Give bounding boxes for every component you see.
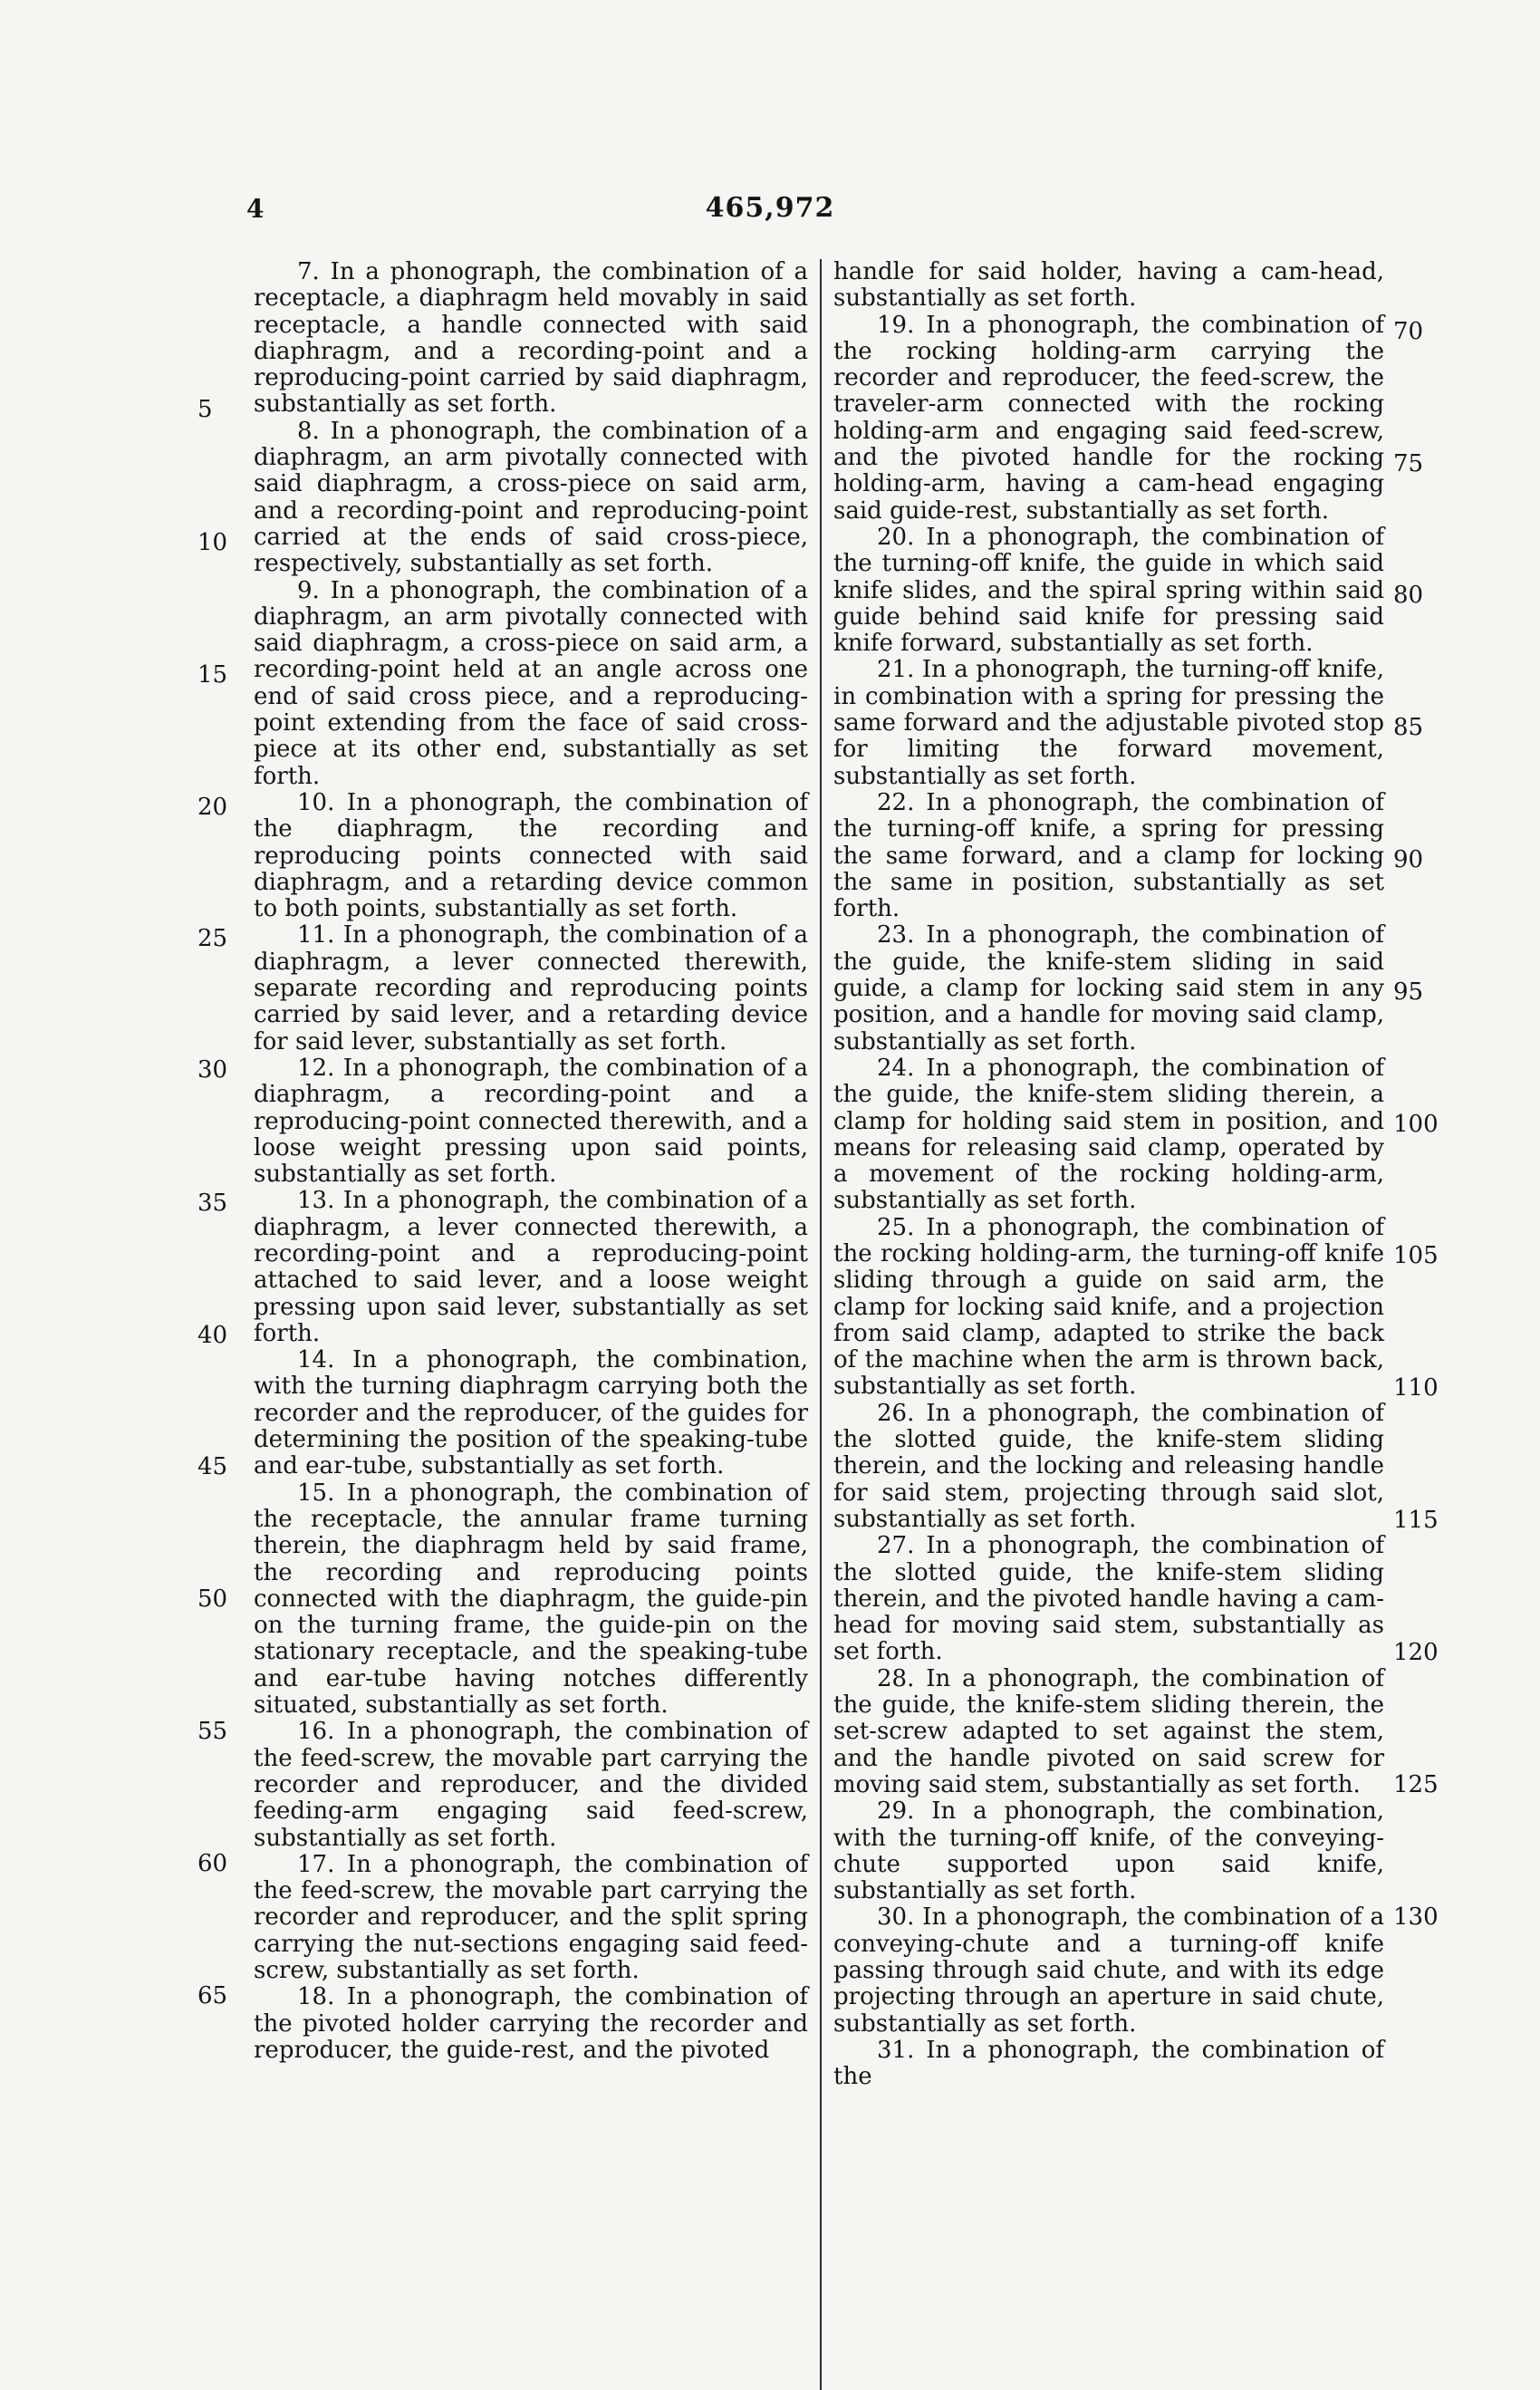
claim-paragraph: 7. In a phonograph, the combination of a receptacle, a diaphragm held movably in said receptacle, a handle connected with said diaphragm, and a recording-point and a reproducing-point carried by said diaphragm, substantially as set forth. [254, 258, 808, 419]
line-number: 30 [197, 1056, 228, 1084]
claim-continuation: handle for said holder, having a cam-head, substantially as set forth. [833, 258, 1384, 313]
claim-paragraph: 13. In a phonograph, the combination of a diaphragm, a lever connected therewith, a recording-point and a reproducing-point attached to said lever, and a loose weight pressing upon said lever, substantially as set forth. [254, 1187, 808, 1347]
line-number: 125 [1393, 1771, 1439, 1798]
claim-paragraph: 10. In a phonograph, the combination of the diaphragm, the recording and reproducing points connected with said diaphragm, and a retarding device common to both points, substantially as set forth. [254, 788, 808, 923]
claim-paragraph: 18. In a phonograph, the combination of the pivoted holder carrying the recorder and reproducer, the guide-rest, and the pivoted [254, 1983, 808, 2064]
line-number: 55 [197, 1718, 228, 1745]
line-number: 15 [197, 661, 228, 689]
line-number: 65 [197, 1982, 228, 2009]
claim-paragraph: 19. In a phonograph, the combination of the rocking holding-arm carrying the recorder and reproducer, the feed-screw, the traveler-arm connected with the rocking holding-arm and engaging said feed-screw, and the pivoted handle for the rocking holding-arm, having a cam-head engaging said guide-rest, substantially as set forth. [833, 311, 1384, 525]
line-number: 60 [197, 1850, 228, 1877]
line-number: 50 [197, 1585, 228, 1613]
right-column [833, 259, 1384, 2090]
claim-paragraph: 16. In a phonograph, the combination of the feed-screw, the movable part carrying the recorder and reproducer, and the divided feeding-arm engaging said feed-screw, substantially as set forth. [254, 1718, 808, 1852]
claim-paragraph: 22. In a phonograph, the combination of the turning-off knife, a spring for pressing the same forward, and a clamp for locking the same in position, substantially as set forth. [833, 788, 1384, 923]
claim-paragraph: 21. In a phonograph, the turning-off knife, in combination with a spring for pressing the same forward and the adjustable pivoted stop for limiting the forward movement, substantially as set forth. [833, 656, 1384, 790]
claim-paragraph: 15. In a phonograph, the combination of the receptacle, the annular frame turning therein, the diaphragm held by said frame, the recording and reproducing points connected with the diaphragm, the guide-pin on the turning frame, the guide-pin on the stationary receptacle, and the speaking-tube and ear-tube having notches differently situated, substantially as set forth. [254, 1479, 808, 1720]
claim-paragraph: 23. In a phonograph, the combination of the guide, the knife-stem sliding in said guide, a clamp for locking said stem in any position, and a handle for moving said clamp, substantially as set forth. [833, 921, 1384, 1055]
line-number: 120 [1393, 1639, 1439, 1666]
claim-paragraph: 12. In a phonograph, the combination of a diaphragm, a recording-point and a reproducing-point connected therewith, and a loose weight pressing upon said points, substantially as set forth. [254, 1054, 808, 1189]
line-number: 10 [197, 529, 228, 556]
claim-paragraph: 11. In a phonograph, the combination of a diaphragm, a lever connected therewith, separate recording and reproducing points carried by said lever, and a retarding device for said lever, substantially as set forth. [254, 921, 808, 1055]
line-number: 45 [197, 1453, 228, 1480]
claim-paragraph: 17. In a phonograph, the combination of the feed-screw, the movable part carrying the recorder and reproducer, and the split spring carrying the nut-sections engaging said feed-screw, substantially as set forth. [254, 1850, 808, 1984]
claim-paragraph: 25. In a phonograph, the combination of the rocking holding-arm, the turning-off knife sliding through a guide on said arm, the clamp for locking said knife, and a projection from said clamp, adapted to strike the back of the machine when the arm is thrown back, substantially as set forth. [833, 1213, 1384, 1401]
line-number: 85 [1393, 714, 1424, 741]
claim-paragraph: 27. In a phonograph, the combination of the slotted guide, the knife-stem sliding therein, and the pivoted handle having a cam-head for moving said stem, substantially as set forth. [833, 1532, 1384, 1666]
claim-paragraph: 29. In a phonograph, the combination, with the turning-off knife, of the conveying-chute supported upon said knife, substantially as set forth. [833, 1797, 1384, 1905]
line-number: 80 [1393, 582, 1424, 609]
line-number: 5 [197, 396, 213, 423]
page-number: 4 [246, 194, 265, 224]
line-number: 20 [197, 794, 228, 821]
line-number: 70 [1393, 318, 1424, 345]
claim-paragraph: 9. In a phonograph, the combination of a diaphragm, an arm pivotally connected with said diaphragm, a cross-piece on said arm, a recording-point held at an angle across one end of said cross piece, and a reproducing-point extending from the face of said cross-piece at its other end, substantially as set forth. [254, 576, 808, 790]
line-number: 25 [197, 925, 228, 952]
line-number: 100 [1393, 1111, 1439, 1138]
claim-paragraph: 26. In a phonograph, the combination of the slotted guide, the knife-stem sliding therein, and the locking and releasing handle for said stem, projecting through said slot, substantially as set forth. [833, 1399, 1384, 1533]
line-number: 115 [1393, 1507, 1439, 1534]
line-number: 130 [1393, 1903, 1439, 1931]
claim-paragraph: 30. In a phonograph, the combination of a conveying-chute and a turning-off knife passing through said chute, and with its edge projecting through an aperture in said chute, substantially as set forth. [833, 1903, 1384, 2038]
line-number: 95 [1393, 978, 1424, 1006]
claim-paragraph: 14. In a phonograph, the combination, with the turning diaphragm carrying both the recorder and the reproducer, of the guides for determining the position of the speaking-tube and ear-tube, substantially as set forth. [254, 1346, 808, 1480]
claim-paragraph: 24. In a phonograph, the combination of the guide, the knife-stem sliding therein, a clamp for holding said stem in position, and means for releasing said clamp, operated by a movement of the rocking holding-arm, substantially as set forth. [833, 1054, 1384, 1215]
column-divider [820, 259, 822, 2390]
line-number: 110 [1393, 1374, 1439, 1402]
claim-paragraph: 31. In a phonograph, the combination of the [833, 2036, 1384, 2091]
claim-paragraph: 28. In a phonograph, the combination of the guide, the knife-stem sliding therein, the set-screw adapted to set against the stem, and the handle pivoted on said screw for moving said stem, substantially as set forth. [833, 1664, 1384, 1798]
claim-paragraph: 20. In a phonograph, the combination of the turning-off knife, the guide in which said knife slides, and the spiral spring within said guide behind said knife for pressing said knife forward, substantially as set forth. [833, 523, 1384, 658]
line-number: 35 [197, 1190, 228, 1217]
line-number: 40 [197, 1322, 228, 1349]
left-column [254, 259, 808, 2064]
line-number: 105 [1393, 1242, 1439, 1269]
patent-number: 465,972 [705, 192, 835, 224]
line-number: 75 [1393, 450, 1424, 477]
line-number: 90 [1393, 846, 1424, 873]
claim-paragraph: 8. In a phonograph, the combination of a diaphragm, an arm pivotally connected with said diaphragm, a cross-piece on said arm, and a recording-point and reproducing-point carried at the ends of said cross-piece, respectively, substantially as set forth. [254, 417, 808, 578]
